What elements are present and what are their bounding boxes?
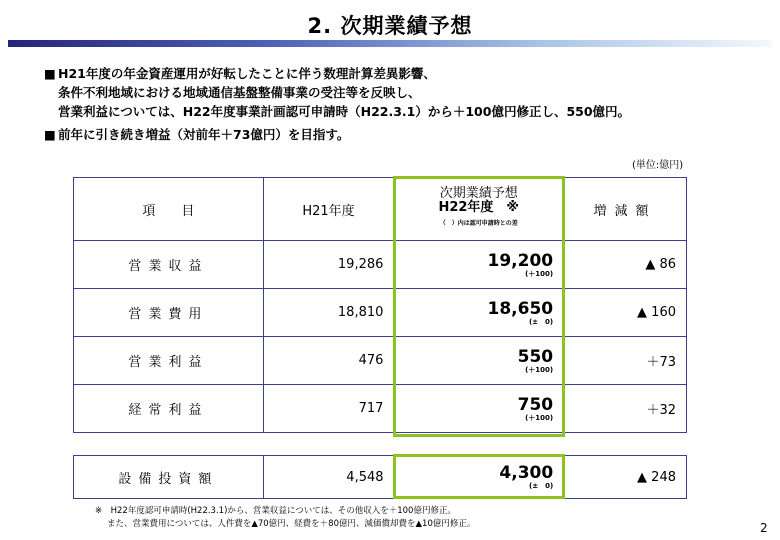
row-forecast-diff: (± 0) — [528, 317, 554, 326]
row-h21-value: 18,810 — [263, 289, 394, 337]
row-change-value: ▲ 86 — [564, 241, 687, 289]
row-forecast-cell — [394, 241, 564, 289]
row-forecast-value: 18,650 — [487, 298, 554, 319]
row-change-value: ▲ 160 — [564, 289, 687, 337]
unit-label: (単位:億円) — [632, 160, 684, 171]
capex-forecast-diff: (± 0) — [529, 482, 554, 490]
row-forecast-cell — [394, 337, 564, 385]
bullet-item — [44, 125, 774, 144]
table-row — [74, 337, 687, 385]
row-change-value: ＋73 — [564, 337, 687, 385]
capex-h21-value: 4,548 — [263, 456, 394, 499]
row-h21-value: 19,286 — [263, 241, 394, 289]
page-title: 2. 次期業績予想 — [307, 14, 473, 38]
bullet-line: 営業利益については、H22年度事業計画認可申請時（H22.3.1）から＋100億円修正し、550億円。 — [58, 104, 631, 119]
row-forecast-diff: (＋100) — [525, 269, 554, 278]
capex-change-value: ▲ 248 — [564, 456, 687, 499]
footnote-line: ※ H22年度認可申請時(H22.3.1)から、営業収益については、その他収入を＋100億円修正。 — [95, 506, 456, 516]
row-forecast-value: 750 — [517, 394, 554, 415]
row-forecast-diff: (＋100) — [525, 413, 554, 422]
capex-label: 設備投資額 — [74, 456, 264, 499]
header-forecast-line1: 次期業績予想 — [439, 186, 518, 201]
table-row — [74, 241, 687, 289]
row-forecast-value: 550 — [517, 346, 554, 367]
page-number: 2 — [760, 521, 768, 535]
bullet-line: H21年度の年金資産運用が好転したことに伴う数理計算差異影響、 — [58, 66, 436, 81]
row-change-value: ＋32 — [564, 385, 687, 433]
header-change: 増減額 — [564, 178, 687, 241]
bullet-line: 条件不利地域における地域通信基盤整備事業の受注等を反映し、 — [58, 85, 421, 100]
table-row — [74, 385, 687, 433]
table-row — [74, 456, 687, 499]
row-label: 営業利益 — [74, 337, 264, 385]
bullet-item — [44, 64, 774, 121]
header-forecast-note: （ ）内は認可申請時との差 — [439, 220, 518, 227]
bullet-square-icon: ■ — [44, 66, 56, 81]
table-header-row — [74, 178, 687, 241]
bullet-list — [44, 64, 774, 144]
header-h21: H21年度 — [263, 178, 394, 241]
header-item: 項 目 — [74, 178, 264, 241]
bullet-line: 前年に引き続き増益（対前年＋73億円）を目指す。 — [58, 127, 350, 142]
row-label: 営業費用 — [74, 289, 264, 337]
table-row — [74, 289, 687, 337]
title-underline-bar — [8, 40, 772, 47]
row-h21-value: 717 — [263, 385, 394, 433]
row-forecast-diff: (＋100) — [525, 365, 554, 374]
row-label: 経常利益 — [74, 385, 264, 433]
row-forecast-value: 19,200 — [487, 250, 554, 271]
row-forecast-cell — [394, 289, 564, 337]
footnote-line: また、営業費用については、人件費を▲70億円、経費を＋80億円、減価償却費を▲10億円修正。 — [107, 519, 476, 529]
row-forecast-cell — [394, 385, 564, 433]
capex-table — [73, 455, 687, 499]
header-forecast-line2: H22年度 ※ — [438, 200, 520, 215]
footnotes — [95, 505, 475, 531]
row-label: 営業収益 — [74, 241, 264, 289]
row-h21-value: 476 — [263, 337, 394, 385]
capex-forecast-cell — [394, 456, 564, 499]
forecast-table — [73, 177, 687, 433]
bullet-square-icon: ■ — [44, 127, 56, 142]
header-forecast — [394, 178, 564, 241]
capex-forecast-value: 4,300 — [499, 463, 554, 483]
